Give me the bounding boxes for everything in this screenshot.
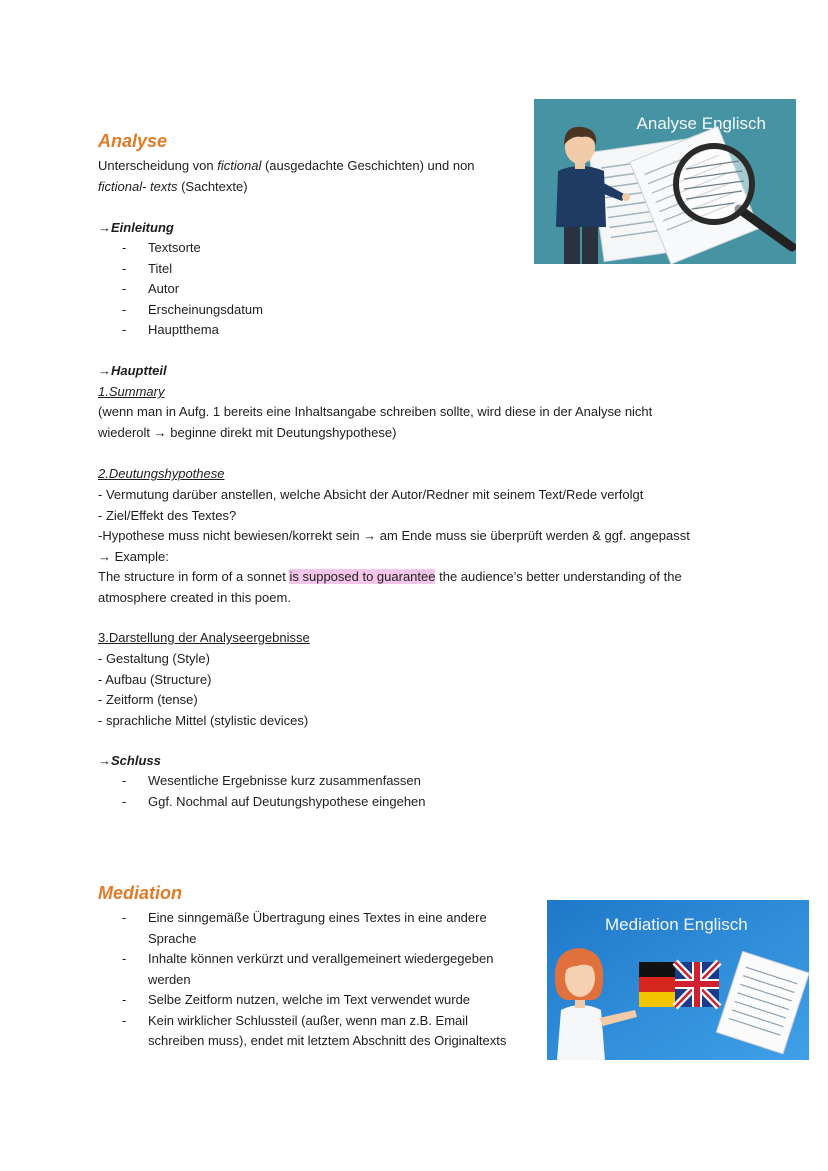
list-item: - Wesentliche Ergebnisse kurz zusammenfassen	[98, 771, 426, 792]
list-item: - sprachliche Mittel (stylistic devices)	[98, 712, 309, 728]
mediation-title: Mediation	[98, 883, 182, 903]
einleitung-list	[98, 238, 263, 341]
schluss-heading: →Schluss	[98, 753, 161, 768]
analyse-banner-title: Analyse Englisch	[636, 114, 766, 133]
einleitung-heading: →Einleitung	[98, 220, 174, 235]
summary-text: (wenn man in Aufg. 1 bereits eine Inhaltsangabe schreiben sollte, wird diese in der Analyse nicht wiederolt → beginne direkt mit Deutungshypothese)	[98, 404, 653, 440]
list-item: - Hauptthema	[98, 320, 263, 341]
deutungshypothese-text: - Vermutung darüber anstellen, welche Absicht der Autor/Redner mit seinem Text/Rede verfolgt - Ziel/Effekt des Textes? -Hypothese muss nicht bewiesen/korrekt sein → am Ende muss sie überprüft werden & ggf. angepasst → Example: The structure in form of a sonnet is supposed to guarantee the audience’s better understanding of the atmosphere created in this poem.	[98, 487, 690, 605]
list-item: - Aufbau (Structure)	[98, 671, 212, 687]
list-item: - Inhalte können verkürzt und verallgemeinert wiedergegeben werden	[98, 949, 538, 990]
list-item: - Selbe Zeitform nutzen, welche im Text verwendet wurde	[98, 990, 538, 1011]
arrow-right-icon: →	[98, 220, 111, 235]
arrow-right-icon: →	[98, 753, 111, 768]
hauptteil-heading: →Hauptteil	[98, 363, 167, 378]
arrow-right-icon: →	[153, 424, 167, 440]
mediation-list	[98, 908, 538, 1052]
arrow-right-icon: →	[98, 363, 111, 378]
list-item: - Gestaltung (Style)	[98, 651, 210, 666]
list-item: - Kein wirklicher Schlussteil (außer, wenn man z.B. Email schreiben muss), endet mit letztem Abschnitt des Originaltexts	[98, 1011, 538, 1052]
list-item: - Erscheinungsdatum	[98, 300, 263, 321]
summary-heading: 1.Summary	[98, 384, 165, 399]
darstellung-list	[98, 649, 748, 731]
analyse-title: Analyse	[98, 131, 168, 151]
analyse-englisch-banner	[534, 99, 796, 264]
mediation-englisch-banner	[547, 900, 809, 1060]
list-item: - Textsorte	[98, 238, 263, 259]
list-item: - Titel	[98, 259, 263, 280]
darstellung-heading: 3.Darstellung der Analyseergebnisse	[98, 630, 310, 645]
analyse-intro: Unterscheidung von fictional (ausgedachte Geschichten) und non fictional- texts (Sachtexte)	[98, 158, 475, 194]
highlighted-text: is supposed to guarantee	[289, 569, 436, 584]
deutungshypothese-heading: 2.Deutungshypothese	[98, 466, 225, 481]
list-item: - Ggf. Nochmal auf Deutungshypothese eingehen	[98, 792, 426, 813]
mediation-banner-title: Mediation Englisch	[605, 915, 748, 934]
schluss-list	[98, 771, 426, 812]
arrow-right-icon: →	[363, 528, 377, 543]
arrow-right-icon: →	[98, 548, 111, 564]
list-item: - Eine sinngemäße Übertragung eines Textes in eine andere Sprache	[98, 908, 538, 949]
list-item: - Autor	[98, 279, 263, 300]
list-item: - Zeitform (tense)	[98, 692, 198, 707]
